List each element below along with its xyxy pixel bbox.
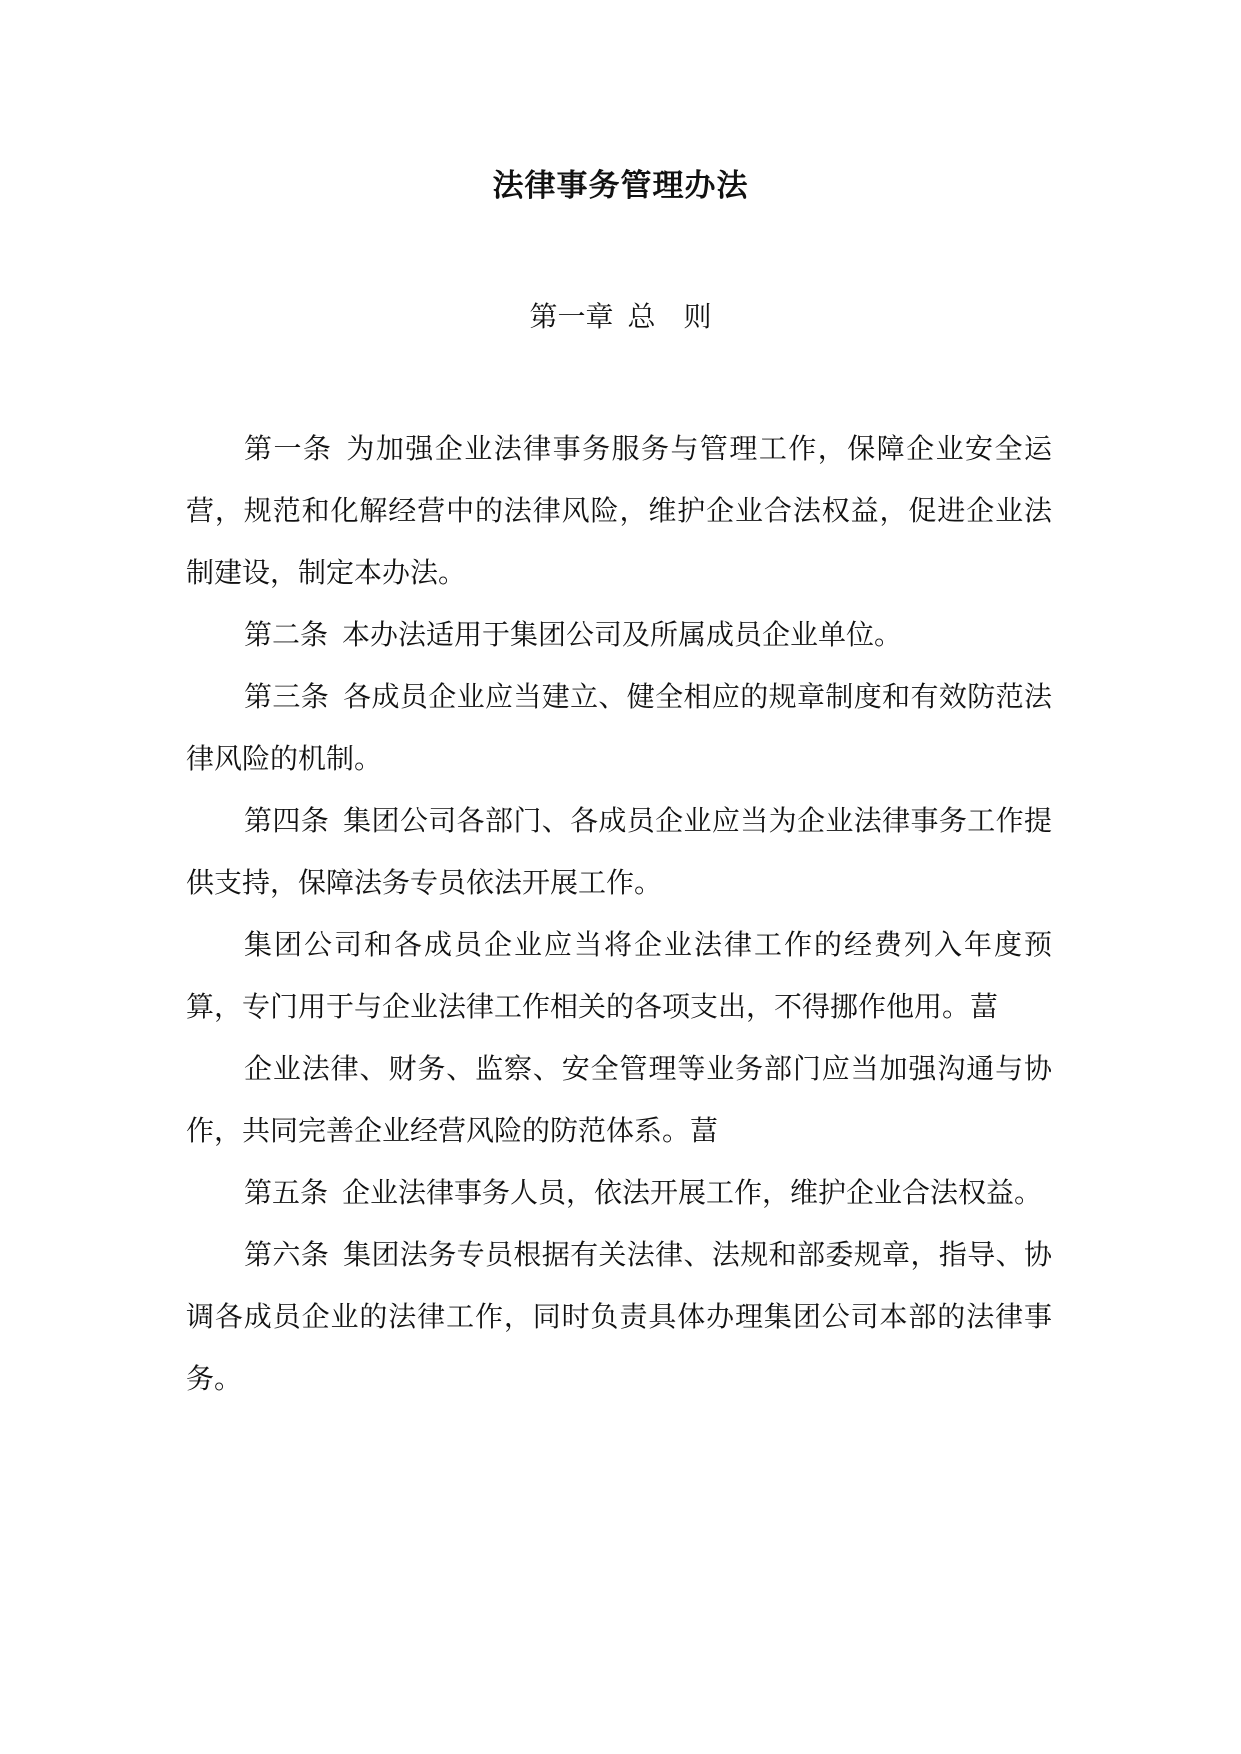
article-4-clause-2 — [186, 914, 1052, 1038]
article-text: 本办法适用于集团公司及所属成员企业单位。 — [342, 618, 903, 651]
article-4 — [186, 790, 1052, 914]
article-label: 第四条 — [244, 804, 330, 837]
article-2 — [186, 604, 1052, 666]
article-label: 第三条 — [244, 680, 330, 713]
article-6 — [186, 1224, 1052, 1410]
article-label: 第六条 — [244, 1238, 330, 1271]
article-4-clause-3 — [186, 1038, 1052, 1162]
document-body — [186, 418, 1052, 1410]
article-1 — [186, 418, 1052, 604]
article-5 — [186, 1162, 1052, 1224]
article-label: 第一条 — [244, 432, 333, 465]
chapter-title-char-1: 总 — [627, 300, 656, 333]
article-text: 集团公司和各成员企业应当将企业法律工作的经费列入年度预算，专门用于与企业法律工作相关的各项支出，不得挪作他用。葍 — [186, 928, 1052, 1023]
article-text: 企业法律事务人员，依法开展工作，维护企业合法权益。 — [342, 1176, 1043, 1209]
article-text: 各成员企业应当建立、健全相应的规章制度和有效防范法律风险的机制。 — [186, 680, 1052, 775]
chapter-title-char-2: 则 — [683, 300, 712, 333]
article-text: 集团公司各部门、各成员企业应当为企业法律事务工作提供支持，保障法务专员依法开展工作。 — [186, 804, 1052, 899]
chapter-heading — [0, 295, 1241, 335]
article-text: 企业法律、财务、监察、安全管理等业务部门应当加强沟通与协作，共同完善企业经营风险的防范体系。葍 — [186, 1052, 1052, 1147]
article-3 — [186, 666, 1052, 790]
article-text: 集团法务专员根据有关法律、法规和部委规章，指导、协调各成员企业的法律工作，同时负责具体办理集团公司本部的法律事务。 — [186, 1238, 1052, 1395]
article-label: 第五条 — [244, 1176, 329, 1209]
article-text: 为加强企业法律事务服务与管理工作，保障企业安全运营，规范和化解经营中的法律风险，维护企业合法权益，促进企业法制建设，制定本办法。 — [186, 432, 1052, 589]
article-label: 第二条 — [244, 618, 329, 651]
document-title: 法律事务管理办法 — [492, 168, 749, 204]
chapter-number: 第一章 — [529, 300, 614, 333]
